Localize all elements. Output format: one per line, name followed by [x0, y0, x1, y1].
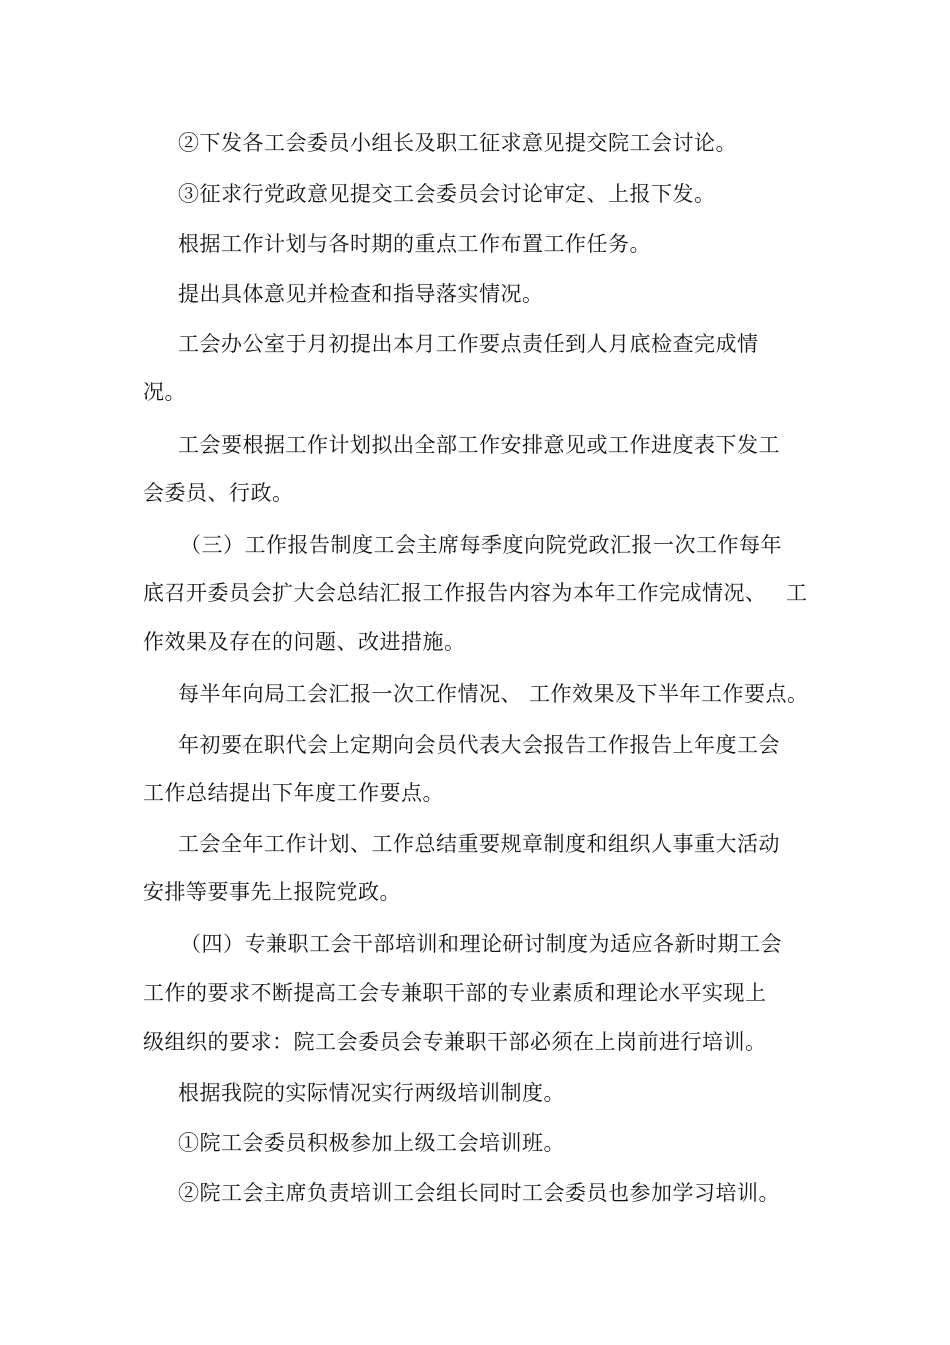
text-line: 年初要在职代会上定期向会员代表大会报告工作报告上年度工会 — [178, 733, 780, 757]
text-line: 提出具体意见并检查和指导落实情况。 — [178, 282, 544, 306]
text-line: 底召开委员会扩大会总结汇报工作报告内容为本年工作完成情况、 — [143, 581, 767, 605]
text-line: 根据工作计划与各时期的重点工作布置工作任务。 — [178, 232, 651, 256]
text-line: 根据我院的实际情况实行两级培训制度。 — [178, 1081, 565, 1105]
text-line: 级组织的要求：院工会委员会专兼职干部必须在上岗前进行培训。 — [143, 1030, 767, 1054]
text-line: 工作总结提出下年度工作要点。 — [143, 781, 444, 805]
text-line: 工 — [786, 581, 808, 605]
text-line: 作效果及存在的问题、改进措施。 — [143, 630, 466, 654]
text-line: 工会全年工作计划、工作总结重要规章制度和组织人事重大活动 — [178, 832, 780, 856]
text-line: 况。 — [143, 380, 186, 404]
text-line: 工作的要求不断提高工会专兼职干部的专业素质和理论水平实现上 — [143, 981, 767, 1005]
text-line: （三）工作报告制度工会主席每季度向院党政汇报一次工作每年 — [180, 533, 782, 557]
text-line: ③征求行党政意见提交工会委员会讨论审定、上报下发。 — [178, 182, 716, 206]
text-line: 工会办公室于月初提出本月工作要点责任到人月底检查完成情 — [178, 332, 759, 356]
text-line: 安排等要事先上报院党政。 — [143, 880, 401, 904]
text-line: 会委员、行政。 — [143, 481, 294, 505]
text-line: 工作效果及下半年工作要点。 — [529, 682, 809, 706]
text-line: （四）专兼职工会干部培训和理论研讨制度为适应各新时期工会 — [180, 932, 782, 956]
text-line: 每半年向局工会汇报一次工作情况、 — [178, 682, 522, 706]
text-line: 工会要根据工作计划拟出全部工作安排意见或工作进度表下发工 — [178, 433, 780, 457]
text-line: ①院工会委员积极参加上级工会培训班。 — [178, 1131, 565, 1155]
text-line: ②院工会主席负责培训工会组长同时工会委员也参加学习培训。 — [178, 1181, 780, 1205]
text-line: ②下发各工会委员小组长及职工征求意见提交院工会讨论。 — [178, 131, 737, 155]
